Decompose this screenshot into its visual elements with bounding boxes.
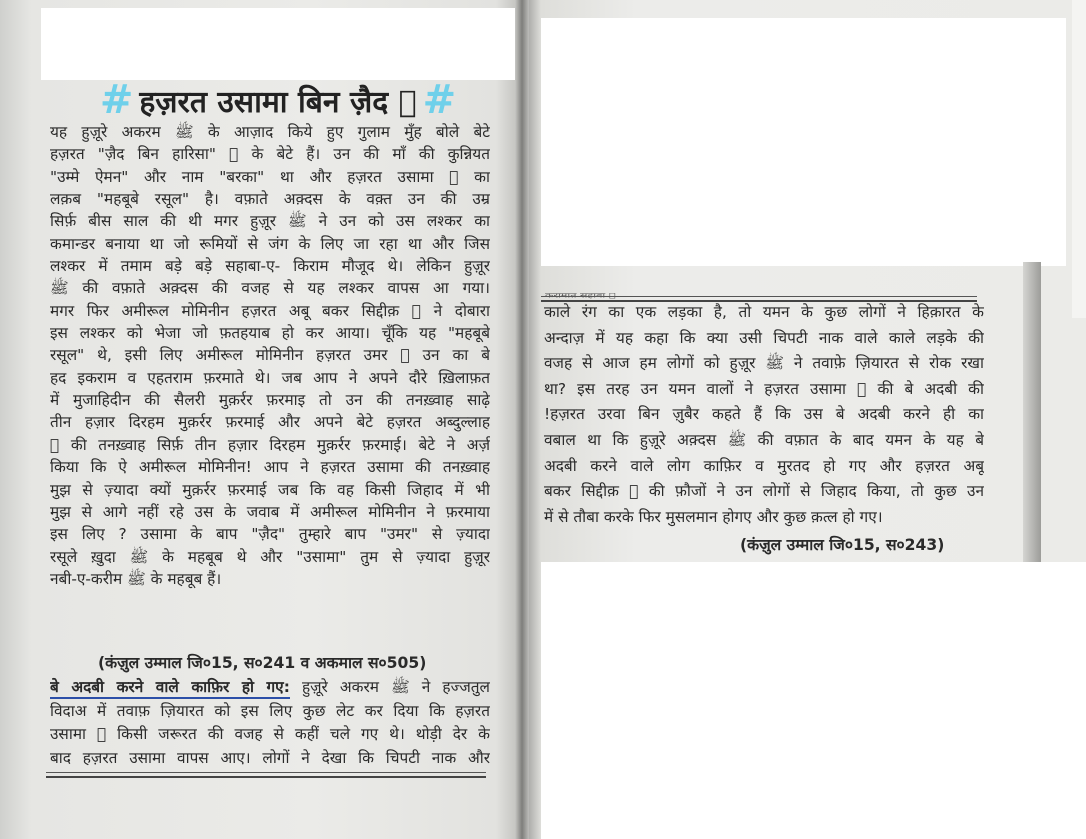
section-paragraph <box>50 676 490 770</box>
text-line: हज़रत "ज़ैद बिन हारिसा" ﷜ के बेटे हैं। उन की माँ की कुन्नियत <box>50 145 490 164</box>
left-paragraph <box>50 121 490 590</box>
text-line: बकर सिद्दीक़ ﷜ की फ़ौजों ने उन लोगों से जिहाद किया, तो कुछ उन <box>544 482 984 501</box>
text-line: तीन हज़ार दिरहम मुक़र्रर फ़रमाई और अपने बेटे हज़रत अब्दुल्लाह <box>50 413 490 432</box>
text-line: बाद हज़रत उसामा वापस आए। लोगों ने देखा कि चिपटी नाक और <box>50 748 490 767</box>
text-line: लश्कर में तमाम बड़े बड़े सहाबा-ए- किराम मौजूद थे। लेकिन हुज़ूर <box>50 257 490 276</box>
chapter-heading: हज़रत उसामा बिन ज़ैद ﷜ <box>139 84 417 120</box>
hash-icon: # <box>422 77 457 123</box>
text-line: रसूल" थे, इसी लिए अमीरूल मोमिनीन हज़रत उमर ﷜ उन का बे <box>50 346 490 365</box>
right-page-edge-shadow <box>1023 262 1041 562</box>
text-line: अन्दाज़ में यह कहा कि क्या उसी चिपटी नाक वाले काले लड़के की <box>544 328 984 347</box>
redaction-patch-right-top <box>541 18 1066 266</box>
text-line: ﷜ की तनख़्वाह सिर्फ़ तीन हज़ार दिरहम मुक़र्रर फ़रमाई। बेटे ने अर्ज़ <box>50 435 490 454</box>
text-line: यह हुज़ूरे अकरम ﷺ के आज़ाद किये हुए गुलाम मुँह बोले बेटे <box>50 123 490 141</box>
section-first-line-rest: हुज़ूरे अकरम ﷺ ने हज्जतुल <box>301 678 490 696</box>
text-line: !हज़रत उरवा बिन ज़ुबैर कहते हैं कि उस बे अदबी करने ही का <box>544 405 984 424</box>
section-first-line <box>50 676 490 700</box>
hash-icon: # <box>99 77 134 123</box>
redaction-patch-left-top <box>41 8 515 80</box>
text-line: सिर्फ़ बीस साल की थी मगर हुज़ूर ﷺ ने उन को उस लश्कर का <box>50 212 490 231</box>
citation-left: (कंज़ुल उम्माल जि०15, स०241 व अकमाल स०505) <box>98 654 427 672</box>
right-paragraph <box>544 300 984 530</box>
header-rule-right <box>541 296 977 297</box>
text-line: इस लिए ? उसामा के बाप "ज़ैद" तुम्हारे बाप "उमर" से ज़्यादा <box>50 525 490 544</box>
text-line: मगर फिर अमीरूल मोमिनीन हज़रत अबू बकर सिद्दीक़ ﷜ ने दोबारा <box>50 301 490 320</box>
book-gutter <box>515 0 529 839</box>
text-line: मुझ से ज़्यादा क्यों मुक़र्रर फ़रमाई जब कि वह किसी जिहाद में भी <box>50 480 490 499</box>
text-line: था? इस तरह उन यमन वालों ने हज़रत उसामा ﷜ की बे अदबी की <box>544 379 984 398</box>
text-line: काले रंग का एक लड़का है, तो यमन के कुछ लोगों ने हिक़ारत के <box>544 303 984 321</box>
text-line: ﷺ की वफ़ाते अक़्दस की वजह से यह लश्कर वापस आ गया। <box>50 279 490 298</box>
text-line: अदबी करने वाले लोग काफ़िर व मुरतद हो गए और हज़रत अबू <box>544 456 984 475</box>
text-line: लक़ब "महबूबे रसूल" है। वफ़ाते अक़्दस के वक़्त उन की उम्र <box>50 190 490 209</box>
text-line: इस लश्कर को भेजा जो फ़तहयाब हो कर आया। चूँकि यह "महबूबे <box>50 324 490 343</box>
text-line: में मुजाहिदीन की सैलरी मुक़र्रर फ़रमाइ तो उन की तनख़्वाह साढ़े <box>50 391 490 410</box>
text-line: नबी-ए-करीम ﷺ के महबूब हैं। <box>50 569 222 588</box>
text-line: विदाअ में तवाफ़ ज़ियारत को इस लिए कुछ लेट कर दिया कि हज़रत <box>50 701 490 720</box>
redaction-patch-right-edge <box>1072 0 1086 318</box>
redaction-patch-right-bottom <box>541 562 1086 839</box>
text-line: उसामा ﷜ किसी जरूरत की वजह से कहीं चले गए थे। थोड़ी देर के <box>50 725 490 743</box>
text-line: हद इकराम व एहतराम फ़रमाते थे। जब आप ने अपने दौरे ख़िलाफ़त <box>50 368 490 387</box>
text-line: में से तौबा करके फिर मुसलमान होगए और कुछ क़त्ल हो गए। <box>544 507 883 526</box>
text-line: रसूले ख़ुदा ﷺ के महबूब थे और "उसामा" तुम से ज़्यादा हुज़ूर <box>50 547 490 566</box>
footer-rule-left-thick <box>46 776 486 778</box>
citation-right: (कंज़ुल उम्माल जि०15, स०243) <box>740 536 945 554</box>
chapter-heading-row <box>72 78 484 122</box>
section-heading-underlined: बे अदबी करने वाले काफ़िर हो गए: <box>50 678 290 699</box>
text-line: वजह से आज हम लोगों को हुज़ूर ﷺ ने तवाफ़े ज़ियारत से रोक रखा <box>544 354 984 373</box>
text-line: मुझ से आगे नहीं रहे उस के जवाब में अमीरूल मोमिनीन ने फ़रमाया <box>50 502 490 521</box>
text-line: वबाल था कि हुज़ूरे अक़्दस ﷺ की वफ़ात के बाद यमन के यह बे <box>544 430 984 449</box>
text-line: कमान्डर बनाया था जो रूमियों से जंग के लिए जा रहा था और जिस <box>50 234 490 253</box>
text-line: "उम्मे ऐमन" और नाम "बरका" था और हज़रत उसामा ﷜ का <box>50 167 490 186</box>
text-line: किया कि ऐ अमीरूल मोमिनीन! आप ने हज़रत उसामा की तनख़्वाह <box>50 458 490 477</box>
footer-rule-left <box>46 772 486 773</box>
